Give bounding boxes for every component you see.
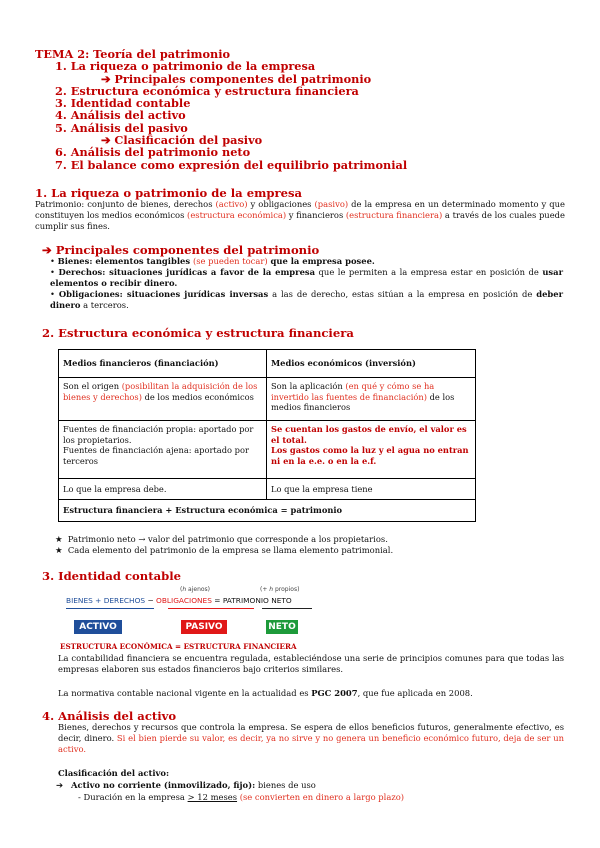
toc-item: 3. Identidad contable (55, 96, 191, 111)
table-cell: Se cuentan los gastos de envío, el valor es el total. Los gastos como la luz y el agua no entran ni en la e.e. o en la e.f. (267, 421, 476, 479)
list-item: ★ Patrimonio neto → valor del patrimonio que corresponde a los propietarios. (55, 534, 388, 544)
toc-item: 6. Análisis del patrimonio neto (55, 145, 251, 160)
pgc-paragraph: La normativa contable nacional vigente en la actualidad es PGC 2007, que fue aplicada en 2008. (58, 688, 473, 698)
toc-item: 1. La riqueza o patrimonio de la empresa (55, 59, 316, 74)
components-heading: ➔ Principales componentes del patrimonio (42, 243, 320, 257)
star-icon: ★ (55, 534, 68, 544)
own-note: (+ ℎ propios) (260, 586, 300, 593)
section-2-heading: 2. Estructura económica y estructura financiera (42, 326, 354, 340)
activo-paragraph: Bienes, derechos y recursos que controla la empresa. Se espera de ellos beneficios futuros, generalmente efectivo, es decir, dinero. Si el bien pierde su valor, es decir, ya no sirve y no genera un beneficio económico futuro, deja de ser un activo. (58, 722, 564, 754)
section-1-paragraph: Patrimonio: conjunto de bienes, derechos (activo) y obligaciones (pasivo) de la empresa en un determinado momento y que constituyen los medios económicos (estructura económica) y financieros (estructura financiera) a través de los cuales puede cumplir sus fines. (35, 199, 565, 231)
non-current-asset-line: ➔ Activo no corriente (inmovilizado, fijo): bienes de uso (56, 780, 316, 790)
table-cell: Lo que la empresa debe. (59, 479, 267, 500)
table-cell: Son el origen (posibilitan la adquisición de los bienes y derechos) de los medios económicos (59, 378, 267, 421)
toc-item: 2. Estructura económica y estructura financiera (55, 83, 359, 98)
table-footer: Estructura financiera + Estructura económica = patrimonio (59, 500, 476, 522)
toc-item: ➔ Clasificación del pasivo (101, 133, 263, 148)
activo-underline (66, 608, 154, 609)
table-header: Medios económicos (inversión) (267, 350, 476, 378)
neto-box: NETO (266, 620, 298, 634)
table-cell: Son la aplicación (en qué y cómo se ha invertido las fuentes de financiación) de los medios financieros (267, 378, 476, 421)
activo-box: ACTIVO (74, 620, 122, 634)
table-row (59, 350, 476, 378)
table-row (59, 421, 476, 479)
pasivo-box: PASIVO (181, 620, 227, 634)
structure-table (58, 349, 476, 522)
table-row (59, 479, 476, 500)
toc-title: TEMA 2: Teoría del patrimonio (35, 47, 231, 61)
table-cell: Lo que la empresa tiene (267, 479, 476, 500)
notes-list (55, 534, 565, 556)
components-list (50, 256, 563, 311)
toc-item: ➔ Principales componentes del patrimonio (101, 71, 372, 86)
neto-underline (262, 608, 312, 609)
toc-item: 5. Análisis del pasivo (55, 120, 188, 135)
activo-classification-title: Clasificación del activo: (58, 768, 170, 778)
star-icon: ★ (55, 545, 68, 555)
duration-line: - Duración en la empresa > 12 meses (se convierten en dinero a largo plazo) (78, 792, 405, 802)
regulation-paragraph: La contabilidad financiera se encuentra regulada, estableciéndose una serie de principios comunes para que todas las empresas elaboren sus estados financieros bajo criterios similares. (58, 653, 564, 674)
list-item: ★ Cada elemento del patrimonio de la empresa se llama elemento patrimonial. (55, 545, 394, 555)
arrow-icon: ➔ (56, 780, 64, 790)
table-header: Medios financieros (financiación) (59, 350, 267, 378)
list-item: • Obligaciones: situaciones jurídicas inversas a las de derecho, estas sitúan a la empresa en posición de deber dinero a terceros. (50, 289, 563, 310)
section-4-heading: 4. Análisis del activo (42, 709, 177, 723)
identity-formula: ESTRUCTURA ECONÓMICA = ESTRUCTURA FINANCIERA (60, 642, 297, 651)
table-row (59, 500, 476, 522)
toc-item: 4. Análisis del activo (55, 108, 186, 123)
pasivo-underline (168, 608, 254, 609)
external-note: (ℎ ajenos) (180, 586, 211, 593)
section-3-heading: 3. Identidad contable (42, 569, 181, 583)
list-item: • Bienes: elementos tangibles (se pueden tocar) que la empresa posee. (50, 256, 375, 266)
section-1-heading: 1. La riqueza o patrimonio de la empresa (35, 186, 303, 200)
table-cell: Fuentes de financiación propia: aportado por los propietarios. Fuentes de financiación ajena: aportado por terceros (59, 421, 267, 479)
identity-equation: BIENES + DERECHOS − OBLIGACIONES = PATRIMONIO NETO (66, 596, 292, 605)
table-row (59, 378, 476, 421)
toc-item: 7. El balance como expresión del equilibrio patrimonial (55, 157, 408, 172)
table-of-contents (35, 48, 407, 171)
list-item: • Derechos: situaciones jurídicas a favor de la empresa que le permiten a la empresa estar en posición de usar elementos o recibir dinero. (50, 267, 563, 288)
